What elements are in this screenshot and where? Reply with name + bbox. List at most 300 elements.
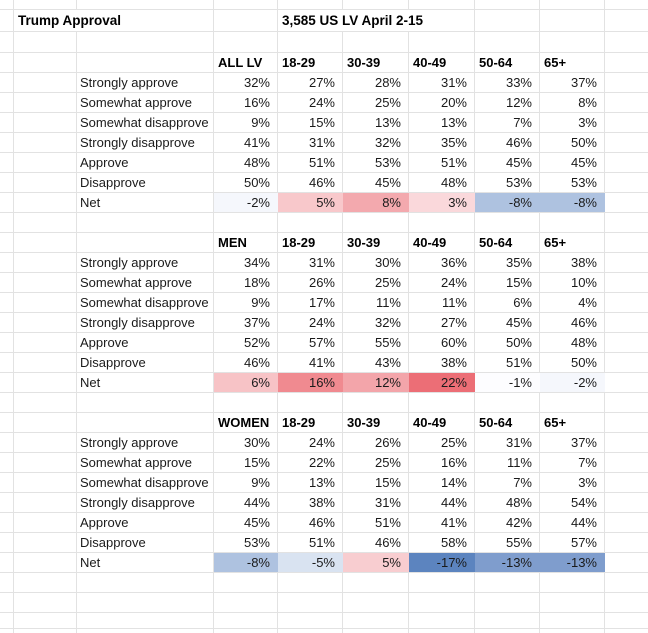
cell[interactable] — [0, 173, 14, 192]
age-header-cell[interactable]: 18-29 — [278, 413, 343, 432]
cell[interactable] — [0, 533, 14, 552]
cell[interactable] — [14, 53, 77, 72]
cell[interactable] — [343, 573, 409, 592]
cell[interactable] — [540, 213, 605, 232]
row-label-cell[interactable]: Approve — [77, 333, 214, 352]
cell[interactable] — [278, 613, 343, 628]
cell[interactable] — [0, 353, 14, 372]
cell[interactable] — [343, 629, 409, 633]
cell[interactable] — [0, 53, 14, 72]
value-cell[interactable]: 51% — [278, 153, 343, 172]
age-header-cell[interactable]: 18-29 — [278, 53, 343, 72]
cell[interactable] — [0, 273, 14, 292]
value-cell[interactable]: 31% — [343, 493, 409, 512]
cell[interactable] — [540, 32, 605, 52]
cell[interactable] — [14, 253, 77, 272]
value-cell[interactable]: 15% — [343, 473, 409, 492]
cell[interactable] — [0, 113, 14, 132]
value-cell[interactable]: 28% — [343, 73, 409, 92]
cell[interactable] — [0, 32, 14, 52]
cell[interactable] — [605, 453, 648, 472]
value-cell[interactable]: 14% — [409, 473, 475, 492]
cell[interactable] — [278, 32, 343, 52]
value-cell[interactable]: 25% — [409, 433, 475, 452]
net-value-cell[interactable]: -8% — [540, 193, 605, 212]
value-cell[interactable]: 17% — [278, 293, 343, 312]
value-cell[interactable]: 13% — [278, 473, 343, 492]
cell[interactable] — [214, 573, 278, 592]
value-cell[interactable]: 24% — [278, 433, 343, 452]
value-cell[interactable]: 20% — [409, 93, 475, 112]
cell[interactable] — [475, 573, 540, 592]
value-cell[interactable]: 11% — [343, 293, 409, 312]
cell[interactable] — [605, 193, 648, 212]
cell[interactable] — [605, 353, 648, 372]
cell[interactable] — [540, 593, 605, 612]
cell[interactable] — [14, 473, 77, 492]
cell[interactable] — [14, 32, 77, 52]
cell[interactable] — [605, 253, 648, 272]
cell[interactable] — [0, 433, 14, 452]
value-cell[interactable]: 46% — [278, 513, 343, 532]
value-cell[interactable]: 57% — [540, 533, 605, 552]
cell[interactable] — [605, 593, 648, 612]
value-cell[interactable]: 13% — [343, 113, 409, 132]
value-cell[interactable]: 53% — [540, 173, 605, 192]
age-header-cell[interactable]: 40-49 — [409, 413, 475, 432]
cell[interactable] — [77, 233, 214, 252]
value-cell[interactable]: 32% — [343, 133, 409, 152]
value-cell[interactable]: 31% — [278, 133, 343, 152]
cell[interactable] — [605, 53, 648, 72]
cell[interactable] — [214, 0, 278, 9]
cell[interactable] — [14, 193, 77, 212]
net-value-cell[interactable]: 22% — [409, 373, 475, 392]
value-cell[interactable]: 12% — [475, 93, 540, 112]
cell[interactable] — [0, 553, 14, 572]
cell[interactable] — [475, 393, 540, 412]
cell[interactable] — [278, 393, 343, 412]
net-value-cell[interactable]: -2% — [214, 193, 278, 212]
value-cell[interactable]: 38% — [278, 493, 343, 512]
value-cell[interactable]: 35% — [409, 133, 475, 152]
net-value-cell[interactable]: -8% — [475, 193, 540, 212]
value-cell[interactable]: 15% — [214, 453, 278, 472]
row-label-cell[interactable]: Somewhat approve — [77, 93, 214, 112]
cell[interactable] — [278, 0, 343, 9]
value-cell[interactable]: 16% — [409, 453, 475, 472]
value-cell[interactable]: 51% — [278, 533, 343, 552]
value-cell[interactable]: 60% — [409, 333, 475, 352]
cell[interactable] — [0, 613, 14, 628]
cell[interactable] — [77, 613, 214, 628]
age-header-cell[interactable]: 50-64 — [475, 53, 540, 72]
value-cell[interactable]: 51% — [475, 353, 540, 372]
value-cell[interactable]: 51% — [343, 513, 409, 532]
cell[interactable] — [605, 233, 648, 252]
net-value-cell[interactable]: 6% — [214, 373, 278, 392]
row-label-cell[interactable]: Somewhat disapprove — [77, 293, 214, 312]
cell[interactable] — [475, 0, 540, 9]
value-cell[interactable]: 3% — [540, 113, 605, 132]
cell[interactable] — [14, 213, 77, 232]
cell[interactable] — [605, 173, 648, 192]
value-cell[interactable]: 45% — [214, 513, 278, 532]
value-cell[interactable]: 53% — [475, 173, 540, 192]
cell[interactable] — [0, 233, 14, 252]
cell[interactable] — [540, 0, 605, 9]
cell[interactable] — [214, 10, 278, 31]
value-cell[interactable]: 30% — [343, 253, 409, 272]
value-cell[interactable]: 25% — [343, 273, 409, 292]
row-label-cell[interactable]: Somewhat disapprove — [77, 113, 214, 132]
cell[interactable] — [605, 133, 648, 152]
row-label-cell[interactable]: Somewhat disapprove — [77, 473, 214, 492]
cell[interactable] — [14, 629, 77, 633]
value-cell[interactable]: 3% — [540, 473, 605, 492]
value-cell[interactable]: 13% — [409, 113, 475, 132]
cell[interactable] — [14, 553, 77, 572]
cell[interactable] — [77, 213, 214, 232]
cell[interactable] — [0, 193, 14, 212]
value-cell[interactable]: 31% — [475, 433, 540, 452]
cell[interactable] — [475, 10, 540, 31]
value-cell[interactable]: 44% — [540, 513, 605, 532]
value-cell[interactable]: 53% — [343, 153, 409, 172]
value-cell[interactable]: 27% — [278, 73, 343, 92]
cell[interactable] — [605, 433, 648, 452]
cell[interactable] — [214, 32, 278, 52]
cell[interactable] — [605, 513, 648, 532]
value-cell[interactable]: 51% — [409, 153, 475, 172]
net-value-cell[interactable]: 12% — [343, 373, 409, 392]
value-cell[interactable]: 37% — [540, 433, 605, 452]
cell[interactable] — [409, 0, 475, 9]
net-value-cell[interactable]: -2% — [540, 373, 605, 392]
cell[interactable] — [409, 32, 475, 52]
value-cell[interactable]: 41% — [278, 353, 343, 372]
age-header-cell[interactable]: 65+ — [540, 53, 605, 72]
row-label-cell[interactable]: Approve — [77, 153, 214, 172]
cell[interactable] — [0, 93, 14, 112]
age-header-cell[interactable]: 65+ — [540, 413, 605, 432]
value-cell[interactable]: 15% — [278, 113, 343, 132]
cell[interactable] — [14, 0, 77, 9]
age-header-cell[interactable]: 40-49 — [409, 233, 475, 252]
row-label-cell[interactable]: Disapprove — [77, 353, 214, 372]
row-label-cell[interactable]: Net — [77, 193, 214, 212]
value-cell[interactable]: 55% — [475, 533, 540, 552]
cell[interactable] — [540, 573, 605, 592]
net-value-cell[interactable]: -1% — [475, 373, 540, 392]
value-cell[interactable]: 26% — [343, 433, 409, 452]
value-cell[interactable]: 44% — [409, 493, 475, 512]
row-label-cell[interactable]: Somewhat approve — [77, 273, 214, 292]
cell[interactable] — [14, 93, 77, 112]
cell[interactable] — [214, 613, 278, 628]
sheet-title[interactable]: Trump Approval — [14, 10, 214, 31]
cell[interactable] — [214, 629, 278, 633]
value-cell[interactable]: 24% — [409, 273, 475, 292]
value-cell[interactable]: 48% — [409, 173, 475, 192]
cell[interactable] — [0, 629, 14, 633]
value-cell[interactable]: 58% — [409, 533, 475, 552]
cell[interactable] — [605, 553, 648, 572]
age-header-cell[interactable]: 18-29 — [278, 233, 343, 252]
cell[interactable] — [343, 32, 409, 52]
value-cell[interactable]: 9% — [214, 473, 278, 492]
net-value-cell[interactable]: 16% — [278, 373, 343, 392]
value-cell[interactable]: 50% — [475, 333, 540, 352]
cell[interactable] — [0, 593, 14, 612]
cell[interactable] — [0, 73, 14, 92]
value-cell[interactable]: 46% — [214, 353, 278, 372]
row-label-cell[interactable]: Somewhat approve — [77, 453, 214, 472]
net-value-cell[interactable]: 5% — [343, 553, 409, 572]
age-header-cell[interactable]: 40-49 — [409, 53, 475, 72]
cell[interactable] — [77, 393, 214, 412]
cell[interactable] — [605, 293, 648, 312]
cell[interactable] — [0, 373, 14, 392]
cell[interactable] — [214, 393, 278, 412]
cell[interactable] — [278, 573, 343, 592]
value-cell[interactable]: 11% — [475, 453, 540, 472]
value-cell[interactable]: 50% — [214, 173, 278, 192]
cell[interactable] — [214, 593, 278, 612]
cell[interactable] — [14, 453, 77, 472]
row-label-cell[interactable]: Net — [77, 553, 214, 572]
value-cell[interactable]: 32% — [343, 313, 409, 332]
net-value-cell[interactable]: -13% — [540, 553, 605, 572]
value-cell[interactable]: 15% — [475, 273, 540, 292]
cell[interactable] — [540, 629, 605, 633]
value-cell[interactable]: 26% — [278, 273, 343, 292]
value-cell[interactable]: 52% — [214, 333, 278, 352]
cell[interactable] — [540, 613, 605, 628]
value-cell[interactable]: 9% — [214, 113, 278, 132]
net-value-cell[interactable]: -5% — [278, 553, 343, 572]
net-value-cell[interactable]: -17% — [409, 553, 475, 572]
value-cell[interactable]: 45% — [475, 153, 540, 172]
cell[interactable] — [14, 433, 77, 452]
cell[interactable] — [214, 213, 278, 232]
value-cell[interactable]: 27% — [409, 313, 475, 332]
cell[interactable] — [605, 313, 648, 332]
value-cell[interactable]: 46% — [475, 133, 540, 152]
value-cell[interactable]: 33% — [475, 73, 540, 92]
cell[interactable] — [77, 53, 214, 72]
value-cell[interactable]: 22% — [278, 453, 343, 472]
cell[interactable] — [14, 273, 77, 292]
value-cell[interactable]: 50% — [540, 133, 605, 152]
value-cell[interactable]: 45% — [540, 153, 605, 172]
value-cell[interactable]: 53% — [214, 533, 278, 552]
cell[interactable] — [14, 153, 77, 172]
cell[interactable] — [475, 593, 540, 612]
cell[interactable] — [0, 293, 14, 312]
cell[interactable] — [409, 393, 475, 412]
cell[interactable] — [605, 493, 648, 512]
cell[interactable] — [0, 513, 14, 532]
cell[interactable] — [278, 629, 343, 633]
value-cell[interactable]: 46% — [540, 313, 605, 332]
value-cell[interactable]: 41% — [214, 133, 278, 152]
cell[interactable] — [605, 0, 648, 9]
row-label-cell[interactable]: Strongly approve — [77, 253, 214, 272]
cell[interactable] — [278, 213, 343, 232]
value-cell[interactable]: 25% — [343, 93, 409, 112]
cell[interactable] — [605, 153, 648, 172]
cell[interactable] — [14, 593, 77, 612]
cell[interactable] — [14, 613, 77, 628]
age-header-cell[interactable]: 65+ — [540, 233, 605, 252]
value-cell[interactable]: 9% — [214, 293, 278, 312]
sheet-subtitle[interactable]: 3,585 US LV April 2-15 — [278, 10, 475, 31]
value-cell[interactable]: 38% — [409, 353, 475, 372]
cell[interactable] — [0, 253, 14, 272]
value-cell[interactable]: 38% — [540, 253, 605, 272]
value-cell[interactable]: 24% — [278, 313, 343, 332]
cell[interactable] — [409, 213, 475, 232]
cell[interactable] — [475, 213, 540, 232]
cell[interactable] — [605, 10, 648, 31]
cell[interactable] — [540, 10, 605, 31]
cell[interactable] — [605, 32, 648, 52]
cell[interactable] — [77, 629, 214, 633]
cell[interactable] — [605, 473, 648, 492]
cell[interactable] — [343, 593, 409, 612]
net-value-cell[interactable]: -13% — [475, 553, 540, 572]
cell[interactable] — [605, 533, 648, 552]
cell[interactable] — [77, 413, 214, 432]
value-cell[interactable]: 48% — [540, 333, 605, 352]
net-value-cell[interactable]: 8% — [343, 193, 409, 212]
cell[interactable] — [14, 513, 77, 532]
row-label-cell[interactable]: Strongly disapprove — [77, 313, 214, 332]
value-cell[interactable]: 57% — [278, 333, 343, 352]
net-value-cell[interactable]: 3% — [409, 193, 475, 212]
value-cell[interactable]: 50% — [540, 353, 605, 372]
cell[interactable] — [409, 613, 475, 628]
cell[interactable] — [0, 10, 14, 31]
cell[interactable] — [77, 593, 214, 612]
row-label-cell[interactable]: Strongly disapprove — [77, 493, 214, 512]
row-label-cell[interactable]: Strongly approve — [77, 433, 214, 452]
row-label-cell[interactable]: Disapprove — [77, 173, 214, 192]
cell[interactable] — [77, 573, 214, 592]
cell[interactable] — [343, 613, 409, 628]
cell[interactable] — [0, 313, 14, 332]
cell[interactable] — [0, 333, 14, 352]
value-cell[interactable]: 35% — [475, 253, 540, 272]
cell[interactable] — [409, 573, 475, 592]
cell[interactable] — [0, 153, 14, 172]
value-cell[interactable]: 37% — [540, 73, 605, 92]
cell[interactable] — [14, 293, 77, 312]
cell[interactable] — [14, 173, 77, 192]
value-cell[interactable]: 37% — [214, 313, 278, 332]
group-header-cell[interactable]: WOMEN — [214, 413, 278, 432]
value-cell[interactable]: 24% — [278, 93, 343, 112]
cell[interactable] — [14, 573, 77, 592]
value-cell[interactable]: 34% — [214, 253, 278, 272]
cell[interactable] — [14, 353, 77, 372]
value-cell[interactable]: 54% — [540, 493, 605, 512]
cell[interactable] — [540, 393, 605, 412]
cell[interactable] — [0, 473, 14, 492]
cell[interactable] — [14, 413, 77, 432]
age-header-cell[interactable]: 50-64 — [475, 233, 540, 252]
value-cell[interactable]: 55% — [343, 333, 409, 352]
cell[interactable] — [605, 393, 648, 412]
value-cell[interactable]: 48% — [475, 493, 540, 512]
value-cell[interactable]: 30% — [214, 433, 278, 452]
value-cell[interactable]: 44% — [214, 493, 278, 512]
value-cell[interactable]: 43% — [343, 353, 409, 372]
value-cell[interactable]: 31% — [278, 253, 343, 272]
cell[interactable] — [0, 213, 14, 232]
cell[interactable] — [605, 93, 648, 112]
cell[interactable] — [14, 393, 77, 412]
value-cell[interactable]: 32% — [214, 73, 278, 92]
cell[interactable] — [0, 413, 14, 432]
cell[interactable] — [605, 273, 648, 292]
cell[interactable] — [409, 629, 475, 633]
cell[interactable] — [77, 32, 214, 52]
value-cell[interactable]: 11% — [409, 293, 475, 312]
cell[interactable] — [14, 333, 77, 352]
cell[interactable] — [14, 533, 77, 552]
cell[interactable] — [475, 629, 540, 633]
value-cell[interactable]: 25% — [343, 453, 409, 472]
value-cell[interactable]: 48% — [214, 153, 278, 172]
cell[interactable] — [77, 0, 214, 9]
value-cell[interactable]: 16% — [214, 93, 278, 112]
row-label-cell[interactable]: Disapprove — [77, 533, 214, 552]
cell[interactable] — [605, 213, 648, 232]
cell[interactable] — [278, 593, 343, 612]
value-cell[interactable]: 45% — [475, 313, 540, 332]
value-cell[interactable]: 42% — [475, 513, 540, 532]
cell[interactable] — [14, 73, 77, 92]
row-label-cell[interactable]: Approve — [77, 513, 214, 532]
value-cell[interactable]: 8% — [540, 93, 605, 112]
cell[interactable] — [0, 453, 14, 472]
net-value-cell[interactable]: 5% — [278, 193, 343, 212]
age-header-cell[interactable]: 50-64 — [475, 413, 540, 432]
value-cell[interactable]: 41% — [409, 513, 475, 532]
value-cell[interactable]: 46% — [343, 533, 409, 552]
cell[interactable] — [605, 333, 648, 352]
cell[interactable] — [0, 573, 14, 592]
cell[interactable] — [605, 573, 648, 592]
value-cell[interactable]: 10% — [540, 273, 605, 292]
value-cell[interactable]: 7% — [475, 113, 540, 132]
cell[interactable] — [605, 413, 648, 432]
row-label-cell[interactable]: Strongly disapprove — [77, 133, 214, 152]
age-header-cell[interactable]: 30-39 — [343, 413, 409, 432]
cell[interactable] — [605, 73, 648, 92]
cell[interactable] — [0, 393, 14, 412]
age-header-cell[interactable]: 30-39 — [343, 53, 409, 72]
cell[interactable] — [605, 373, 648, 392]
group-header-cell[interactable]: ALL LV — [214, 53, 278, 72]
value-cell[interactable]: 6% — [475, 293, 540, 312]
cell[interactable] — [475, 32, 540, 52]
cell[interactable] — [14, 233, 77, 252]
value-cell[interactable]: 4% — [540, 293, 605, 312]
cell[interactable] — [0, 493, 14, 512]
